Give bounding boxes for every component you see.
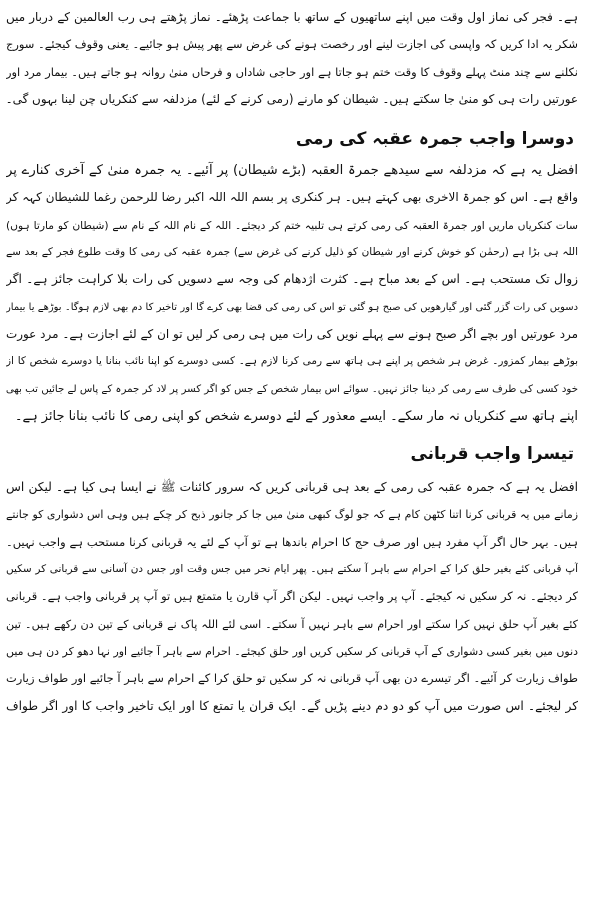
intro-paragraph xyxy=(6,4,578,113)
text-line: واقع ہے۔ اس کو جمرۃ الاخری بھی کہتے ہیں۔ ہر کنکری پر بسم اللہ اللہ اکبر رضا للرحمن رغما للشیطان کہہ کر xyxy=(6,190,578,205)
section-heading-qurbani: تیسرا واجب قربانی xyxy=(410,444,574,465)
text-line: سات کنکریاں ماریں اور جمرۃ العقبہ کی رمی کرتے ہی تلبیہ ختم کر دیجئے۔ اللہ کے نام اللہ کے نام سے (شیطان کو مارتا ہوں) xyxy=(6,218,578,232)
text-line: ہے۔ فجر کی نماز اول وقت میں اپنے ساتھیوں کے ساتھ با جماعت پڑھئے۔ نماز پڑھتے ہی رب العالمین کے دربار میں xyxy=(6,10,578,24)
section-heading-jamrah: دوسرا واجب جمرہ عقبہ کی رمی xyxy=(295,129,574,150)
text-line: خود کسی کی طرف سے رمی کر دینا جائز نہیں۔ سوائے اس بیمار شخص کے جس کو اگر کسر پر لاد کر جمرہ کے پاس لے جائیں تب بھی xyxy=(6,383,578,395)
jamrah-paragraph xyxy=(6,157,578,430)
text-line: افضل یہ ہے کہ جمرہ عقبہ کی رمی کے بعد ہی قربانی کریں کہ سرور کائنات ﷺ نے ایسا ہی کیا ہے۔ لیکن اس xyxy=(6,480,578,495)
text-line: ہیں۔ بہر حال اگر آپ مفرد ہیں اور صرف حج کا احرام باندھا ہے تو آپ کے لئے یہ قربانی کرنا مستحب ہے واجب نہیں۔ xyxy=(6,534,578,549)
text-line: طواف زیارت کر آئیے۔ اگر تیسرے دن بھی آپ قربانی نہ کر سکیں تو حلق کرا کے احرام سے باہر آ جائیے اور طواف زیارت xyxy=(6,671,578,686)
text-line: اللہ ہی بڑا ہے (رحمٰن کو خوش کرنے اور شیطان کو ذلیل کرنے کی غرض سے) جمرہ عقبہ کی رمی کا وقت طلوع فجر کے بعد سے xyxy=(6,246,578,259)
text-line: افضل یہ ہے کہ مزدلفہ سے سیدھے جمرۃ العقبہ (بڑے شیطان) پر آئیے۔ یہ جمرہ منیٰ کے آخری کنارے پر xyxy=(6,163,578,179)
text-line: کر دیجئے۔ نہ کر سکیں نہ کیجئے۔ آپ پر واجب نہیں۔ لیکن اگر آپ قارن یا متمتع ہیں تو آپ پر قربانی واجب ہے۔ قربانی xyxy=(6,589,578,604)
text-line: بوڑھے بیمار کمزور۔ غرض ہر شخص پر اپنے ہی ہاتھ سے رمی کرنا لازم ہے۔ کسی دوسرے کو اپنا نائب بنانا یا دوسرے شخص کا از xyxy=(6,355,578,368)
qurbani-paragraph xyxy=(6,474,578,720)
text-line: نکلنے سے چند منٹ پہلے وقوف کا وقت ختم ہو جاتا ہے اور حاجی شاداں و فرحاں منیٰ روانہ ہو جاتے ہیں۔ بیمار مرد اور xyxy=(6,64,578,79)
text-line: آپ قربانی کئے بغیر حلق کرا کے احرام سے باہر آ سکتے ہیں۔ پھر ایام نحر میں جس وقت اور جس دن آسانی سے قربانی کر سکیں xyxy=(6,563,578,576)
text-line: دنوں میں بغیر کسی دشواری کے آپ قربانی کر سکیں کریں اور حلق کیجئے۔ احرام سے باہر آ جائیے اور نہا دھو کر دن ہی میں xyxy=(6,644,578,658)
text-line: عورتیں رات ہی کو منیٰ جا سکتے ہیں۔ شیطان کو مارنے (رمی کرنے کے لئے) مزدلفہ سے کنکریاں چن لینا بہوں گی۔ xyxy=(6,91,578,106)
text-line: اپنے ہاتھ سے کنکریاں نہ مار سکے۔ ایسے معذور کے لئے دوسرے شخص کو اپنی رمی کا نائب بنانا جائز ہے۔ xyxy=(14,408,578,424)
text-line: شکر یہ ادا کریں کہ واپسی کی اجازت لینے اور رخصت ہونے کی غرض سے پھر پیش ہو جائیے۔ یعنی وقوف کیجئے۔ سورج xyxy=(6,37,578,52)
text-line: زمانے میں یہ قربانی کرنا اتنا کٹھن کام ہے کہ جو لوگ کبھی منیٰ میں جا کر جانور ذبح کر چکے ہیں وہی اس دشواری کو جانتے xyxy=(6,508,578,522)
text-line: مرد عورتیں اور بچے اگر صبح ہونے سے پہلے نویں کی رات میں ہی رمی کر لیں تو ان کے لئے اجازت ہے۔ مرد عورت xyxy=(6,326,578,341)
text-line: کر لیجئے۔ اس صورت میں آپ کو دو دم دینے پڑیں گے۔ ایک قران یا تمتع کا اور ایک تاخیر واجب کا اور اگر طواف xyxy=(6,698,578,713)
text-line: کئے بغیر آپ حلق نہیں کرا سکتے اور احرام سے باہر نہیں آ سکتے۔ اسی لئے اللہ پاک نے قربانی کے تین دن رکھے ہیں۔ تین xyxy=(6,617,578,631)
text-line: زوال تک مستحب ہے۔ اس کے بعد مباح ہے۔ کثرت اژدھام کی وجہ سے دسویں کی رات بلا کراہت جائز ہے۔ اگر xyxy=(6,272,578,287)
text-line: دسویں کی رات گزر گئی اور گیارھویں کی صبح ہو گئی تو اس کی رمی کی قضا بھی کرے گا اور تاخیر کا دم بھی لازم ہوگا۔ بوڑھے یا بیمار xyxy=(6,301,578,313)
